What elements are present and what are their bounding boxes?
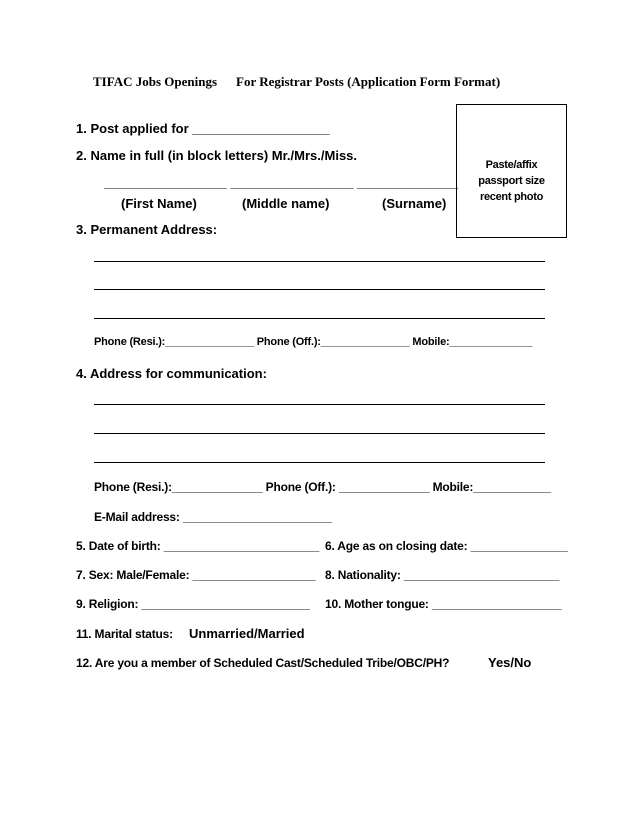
- header-left: TIFAC Jobs Openings: [93, 74, 218, 89]
- photo-box-line-3: recent photo: [479, 191, 543, 203]
- full-name-label: 2. Name in full (in block letters) Mr./Mrs./Miss.: [76, 148, 358, 163]
- photo-box-line-1: Paste/affix: [485, 159, 538, 171]
- communication-address-line-2[interactable]: [94, 433, 545, 434]
- middle-name-label: (Middle name): [242, 196, 330, 211]
- communication-address-line-1[interactable]: [94, 404, 545, 405]
- post-applied-field[interactable]: 1. Post applied for ___________________: [76, 121, 330, 136]
- permanent-address-line-1[interactable]: [94, 261, 545, 262]
- first-name-label: (First Name): [121, 196, 197, 211]
- age-field[interactable]: 6. Age as on closing date: _______________: [325, 539, 568, 553]
- communication-phone-fields[interactable]: Phone (Resi.):______________ Phone (Off.): ______________ Mobile:____________: [94, 480, 551, 494]
- marital-status-options[interactable]: Unmarried/Married: [189, 626, 305, 641]
- email-field[interactable]: E-Mail address: _______________________: [94, 510, 332, 524]
- date-of-birth-field[interactable]: 5. Date of birth: ________________________: [76, 539, 320, 553]
- sex-field[interactable]: 7. Sex: Male/Female: ___________________: [76, 568, 316, 582]
- surname-label: (Surname): [382, 196, 447, 211]
- communication-address-label: 4. Address for communication:: [76, 366, 267, 381]
- religion-field[interactable]: 9. Religion: __________________________: [76, 597, 310, 611]
- nationality-field[interactable]: 8. Nationality: ________________________: [325, 568, 560, 582]
- permanent-phone-fields[interactable]: Phone (Resi.):_______________ Phone (Off.):_______________ Mobile:______________: [94, 336, 533, 348]
- marital-status-label: 11. Marital status:: [76, 627, 173, 641]
- photo-box[interactable]: [456, 104, 567, 238]
- permanent-address-line-2[interactable]: [94, 289, 545, 290]
- mother-tongue-field[interactable]: 10. Mother tongue: ____________________: [325, 597, 562, 611]
- photo-box-line-2: passport size: [478, 175, 545, 187]
- communication-address-line-3[interactable]: [94, 462, 545, 463]
- header-right: For Registrar Posts (Application Form Format): [236, 74, 501, 89]
- name-blanks[interactable]: _________________ _________________ ______________: [104, 175, 459, 190]
- caste-answer-options[interactable]: Yes/No: [488, 655, 532, 670]
- caste-question: 12. Are you a member of Scheduled Cast/Scheduled Tribe/OBC/PH?: [76, 656, 450, 670]
- permanent-address-line-3[interactable]: [94, 318, 545, 319]
- permanent-address-label: 3. Permanent Address:: [76, 222, 218, 237]
